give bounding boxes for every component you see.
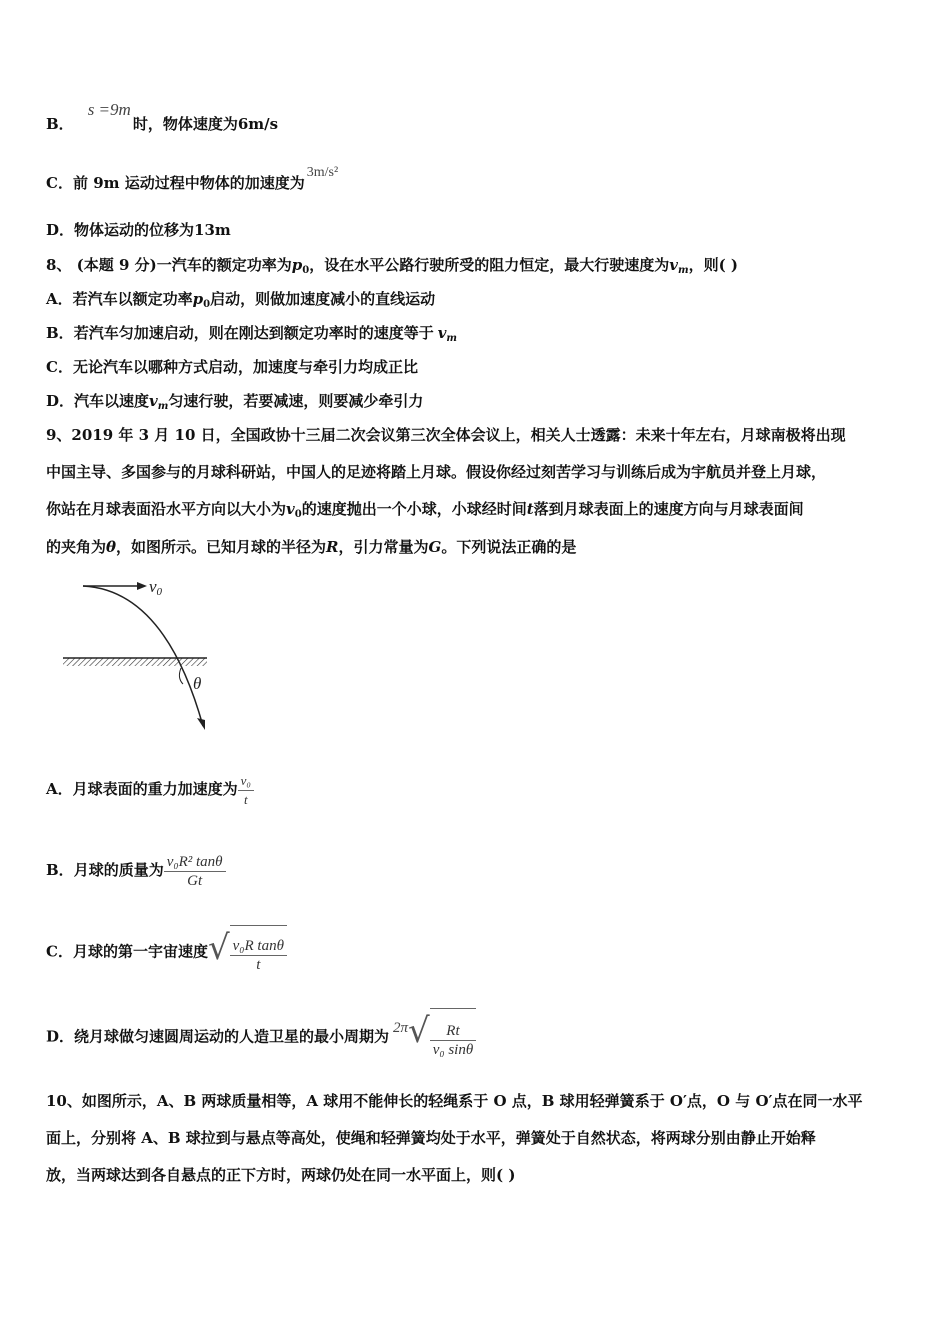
radical-sign: √ [207, 928, 230, 968]
option-text: 时，物体速度为 [132, 115, 238, 133]
text: ，如图所示。已知月球的半径为 [116, 538, 327, 556]
option-text: 启动，则做加速度减小的直线运动 [210, 290, 436, 308]
denominator: v₀ sinθ [432, 1041, 474, 1058]
q8-option-c [46, 357, 418, 377]
option-label: B． [46, 115, 74, 133]
option-label: C． [46, 358, 73, 376]
formula: 3m/s² [306, 165, 339, 180]
radicand [430, 1008, 477, 1067]
text: 。下列说法正确的是 [441, 538, 577, 556]
sub: m [446, 333, 458, 344]
option-label: C． [46, 174, 73, 192]
option-text: 匀速行驶，若要减速，则要减少牵引力 [168, 392, 424, 410]
option-text: 若汽车匀加速启动，则在刚达到额定功率时的速度等于 [73, 324, 434, 342]
option-label: B． [46, 324, 74, 342]
sub: m [677, 265, 689, 276]
option-text: 绕月球做匀速圆周运动的人造卫星的最小周期为 [74, 1027, 390, 1046]
trajectory-arrowhead [197, 718, 205, 730]
option-label: D． [46, 1027, 75, 1046]
var-v: v [286, 500, 295, 518]
q9-option-c [46, 925, 287, 980]
var-p: p [291, 256, 303, 274]
projectile-figure [55, 570, 225, 740]
option-text: 无论汽车以哪种方式启动，加速度与牵引力均成正比 [72, 358, 418, 376]
option-text: 月球表面的重力加速度为 [72, 780, 238, 798]
option-label: D． [46, 392, 75, 410]
q9-option-a [46, 766, 254, 812]
text: 面上，分别将 A、B 球拉到与悬点等高处，使绳和轻弹簧均处于水平，弹簧处于自然状态，将两球分别由静止开始释 [46, 1129, 816, 1147]
q9-stem-line1 [46, 425, 846, 445]
var-G: G [428, 538, 442, 556]
value: 9m [93, 174, 120, 192]
q7-option-c [46, 165, 339, 195]
var-v: v [437, 324, 447, 342]
formula: s =9m [87, 100, 131, 119]
arrowhead [137, 582, 147, 590]
v0-label: v0 [149, 577, 163, 598]
numerator: v₀R² tanθ [164, 853, 226, 872]
text: ，引力常量为 [338, 538, 429, 556]
q8-option-a [46, 289, 435, 315]
score: 9 [119, 256, 130, 274]
q9-stem-line4 [46, 537, 576, 557]
numerator: v₀R tanθ [230, 937, 287, 956]
sub: 0 [302, 265, 310, 276]
ground-hatch [63, 658, 207, 666]
q7-option-d [46, 220, 231, 240]
text: 分)一汽车的额定功率为 [134, 256, 292, 274]
q9-stem-line3 [46, 499, 804, 525]
text: 8、 (本题 [46, 256, 114, 274]
q9-option-d [46, 1008, 476, 1067]
text: ，设在水平公路行驶所受的阻力恒定，最大行驶速度为 [309, 256, 670, 274]
var-R: R [326, 538, 339, 556]
sub: m [157, 401, 169, 412]
option-text: 物体运动的位移为 [74, 221, 195, 239]
q10-stem-line2 [46, 1128, 816, 1148]
fraction [164, 853, 226, 890]
var-p: p [192, 290, 204, 308]
denominator: t [256, 956, 261, 973]
text: 10、如图所示，A、B 两球质量相等，A 球用不能伸长的轻绳系于 O 点，B 球用轻弹簧系于 O′点，O 与 O′点在同一水平 [46, 1092, 863, 1110]
denominator: t [243, 791, 248, 807]
q9-stem-line2 [46, 462, 826, 482]
theta-label: θ [193, 674, 202, 693]
option-text: 月球的质量为 [73, 861, 164, 879]
q8-stem [46, 255, 738, 281]
q9-option-b [46, 845, 226, 895]
trajectory [83, 586, 203, 726]
radical-sign: √ [408, 1011, 430, 1051]
denominator: Gt [187, 872, 203, 889]
text: ，则( ) [688, 256, 738, 274]
option-text: 汽车以速度 [74, 392, 150, 410]
option-label: D． [46, 221, 75, 239]
coefficient: 2π [393, 1019, 409, 1036]
text: 9、2019 年 3 月 10 日，全国政协十三届二次会议第三次全体会议上，相关人士透露：未来十年左右，月球南极将出现 [46, 426, 846, 444]
text: 落到月球表面上的速度方向与月球表面间 [533, 500, 804, 518]
option-text: 若汽车以额定功率 [72, 290, 193, 308]
q10-stem-line1 [46, 1091, 862, 1111]
fraction [238, 772, 254, 809]
text: 的夹角为 [46, 538, 107, 556]
fraction [430, 1022, 477, 1059]
radicand [230, 925, 287, 980]
option-label: C． [46, 942, 73, 961]
numerator: v₀ [238, 772, 254, 791]
sqrt [208, 925, 287, 980]
value: 6m/s [237, 115, 279, 133]
fraction [230, 937, 287, 974]
option-label: A． [46, 780, 73, 798]
sub: 0 [294, 509, 302, 520]
q8-option-b [46, 323, 457, 349]
option-label: A． [46, 290, 73, 308]
var-theta: θ [106, 538, 117, 556]
var-v: v [669, 256, 678, 274]
value: 13m [194, 221, 231, 239]
text: 中国主导、多国参与的月球科研站，中国人的足迹将踏上月球。假设你经过刻苦学习与训练后成为宇航员并登上月球， [46, 463, 827, 481]
option-label: B． [46, 861, 74, 879]
text: 你站在月球表面沿水平方向以大小为 [46, 500, 287, 518]
text: 放，当两球达到各自悬点的正下方时，两球仍处在同一水平面上，则( ) [46, 1166, 516, 1184]
text: 的速度抛出一个小球，小球经时间 [301, 500, 527, 518]
q7-option-b [46, 100, 279, 134]
var-t: t [526, 500, 534, 518]
option-text: 月球的第一宇宙速度 [72, 942, 208, 961]
q8-option-d [46, 391, 423, 417]
numerator: Rt [430, 1022, 477, 1041]
var-v: v [149, 392, 158, 410]
q10-stem-line3 [46, 1165, 515, 1185]
sqrt [408, 1008, 476, 1067]
option-text: 前 [72, 174, 88, 192]
sub: 0 [203, 299, 211, 310]
option-text: 运动过程中物体的加速度为 [124, 174, 305, 192]
